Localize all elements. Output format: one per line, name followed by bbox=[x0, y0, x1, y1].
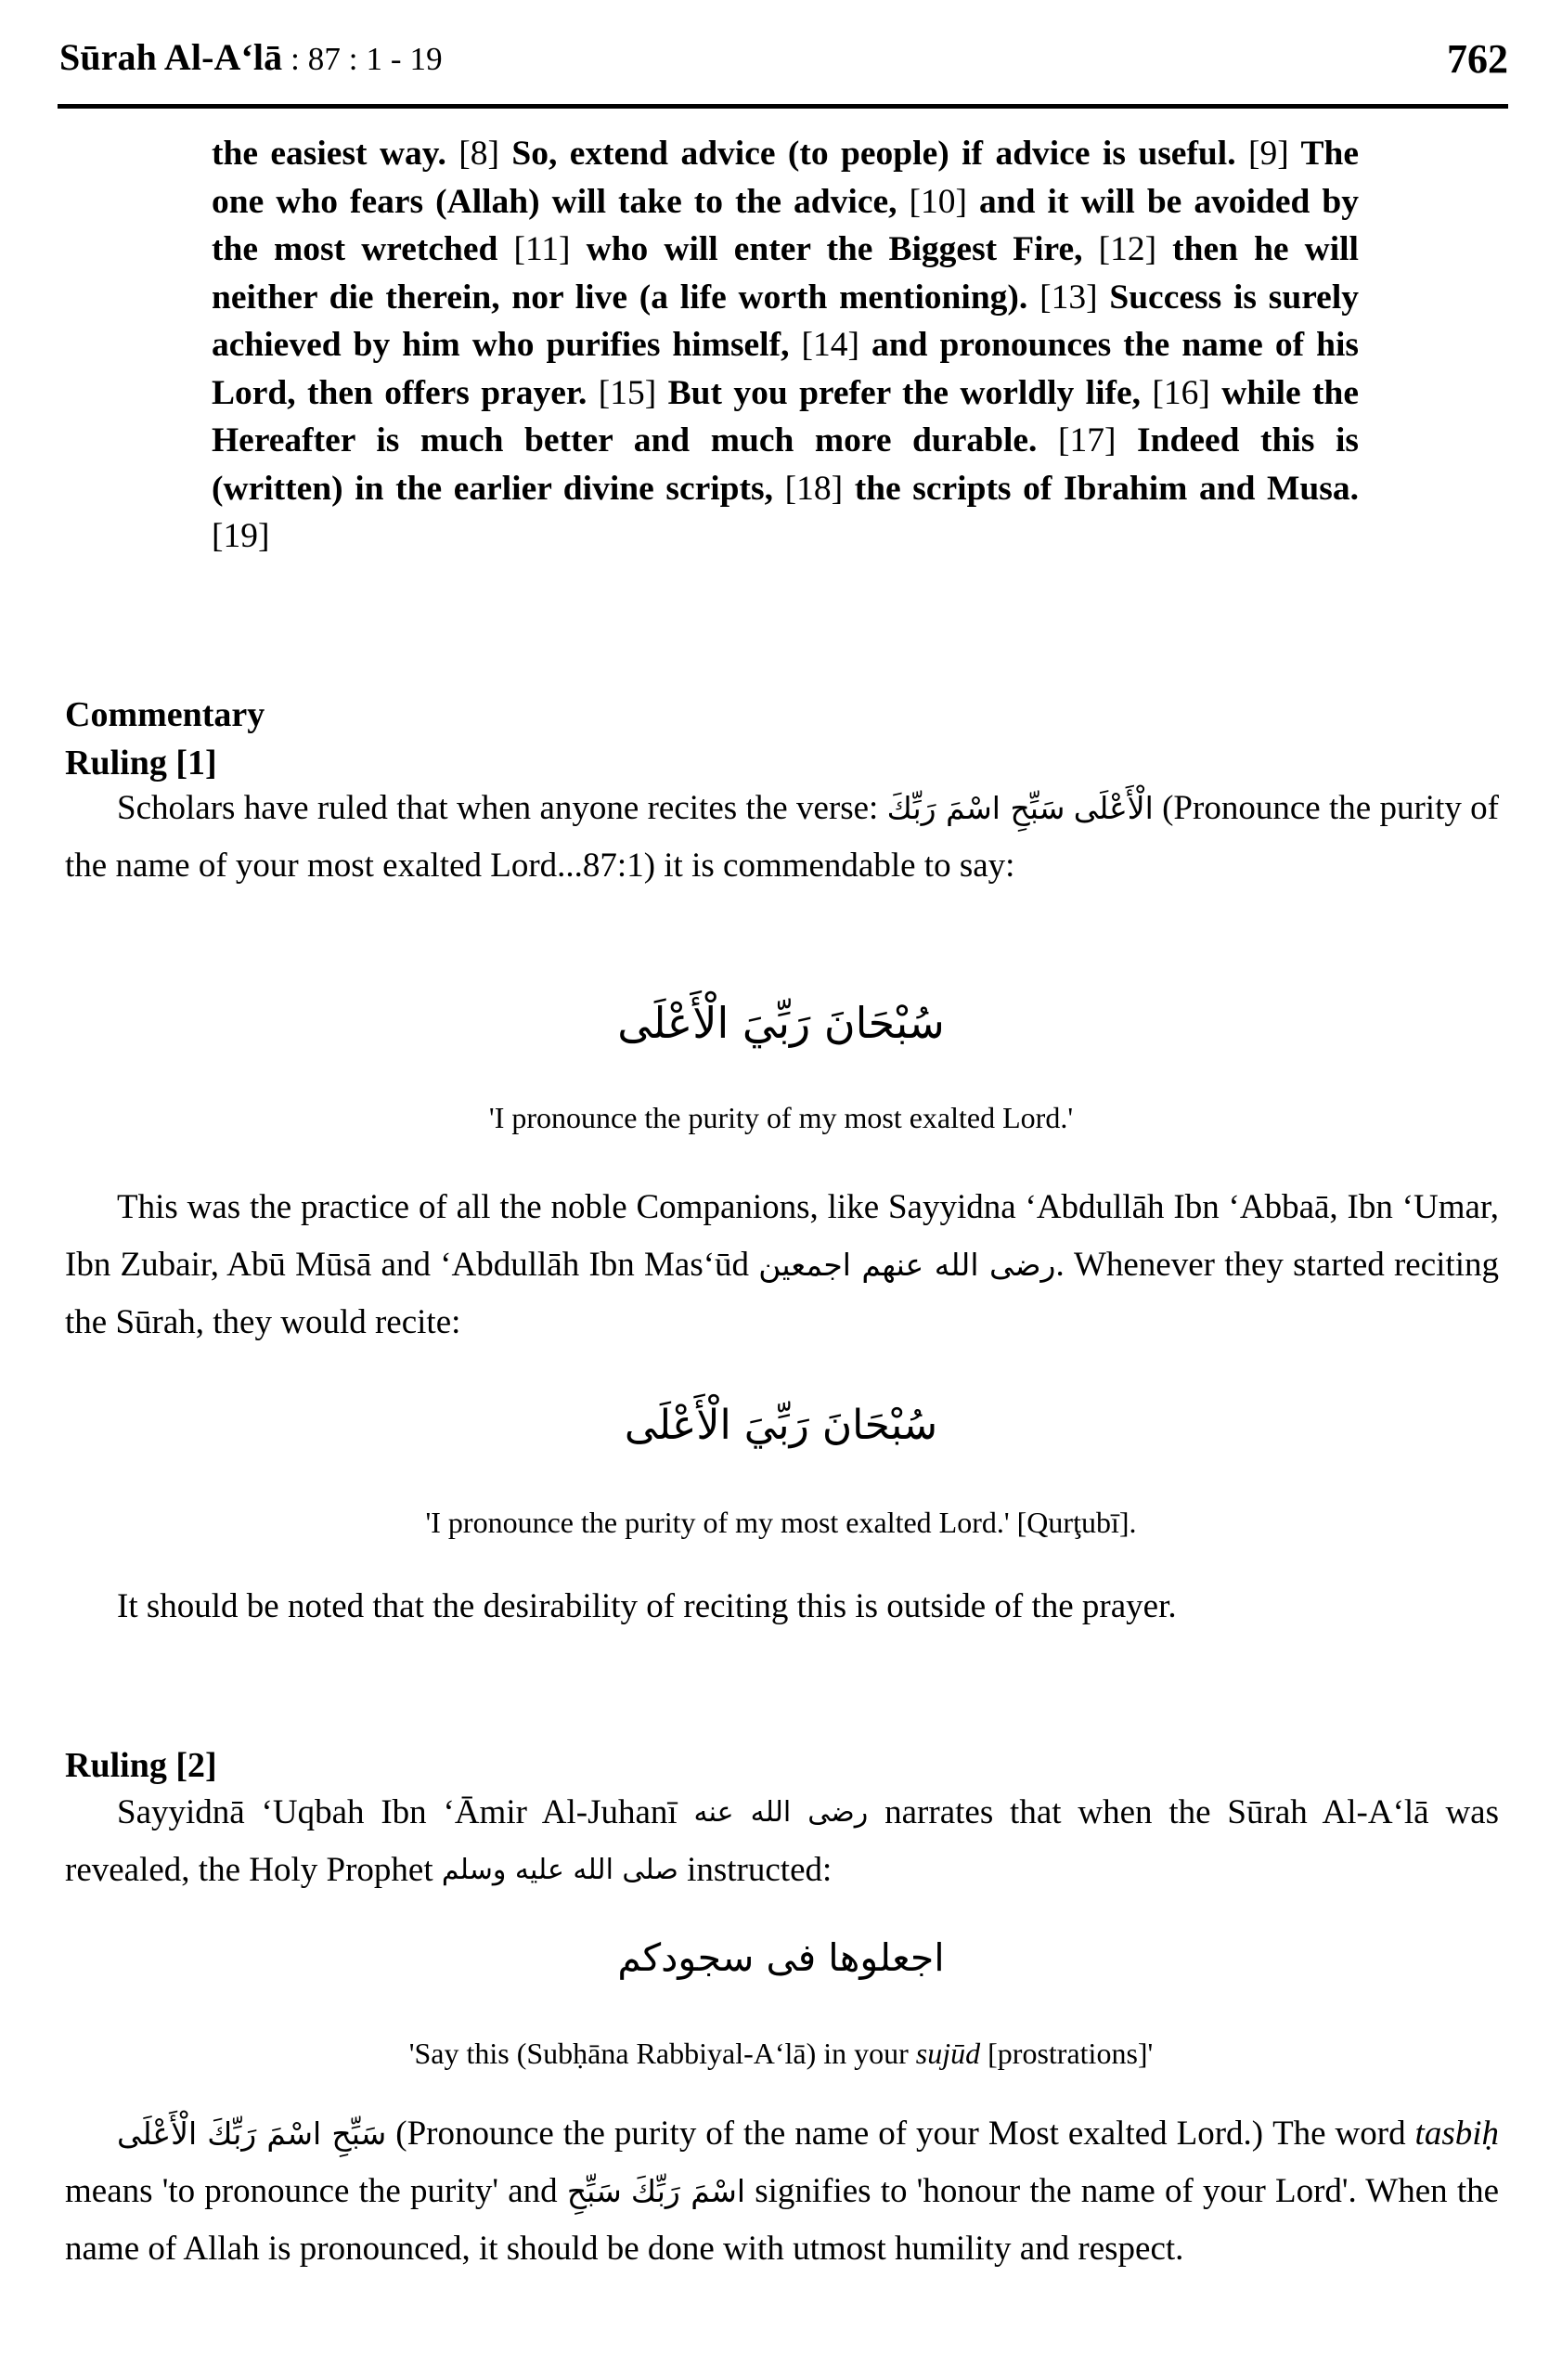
honorific-sallallahu-alayhi-wasallam-icon: صلى الله عليه وسلم bbox=[441, 1854, 678, 1886]
tasbih-text-spacer bbox=[622, 2172, 631, 2210]
translation-text: 'I pronounce the purity of my most exalted Lord.' bbox=[425, 1506, 1017, 1539]
running-header bbox=[59, 35, 1508, 97]
tasbih-text-part-2: means 'to pronounce the purity' and bbox=[65, 2172, 567, 2210]
verse-text-segment: the easiest way. bbox=[212, 135, 459, 173]
translation-hadith bbox=[0, 2035, 1562, 2072]
translation-subhana-rabbiyal-ala-2 bbox=[0, 1504, 1562, 1541]
header-surah-name: Sūrah Al-A‘lā bbox=[59, 36, 283, 78]
ayah-number: [19] bbox=[212, 517, 270, 555]
tasbih-italic-word: tasbiḥ bbox=[1414, 2115, 1500, 2153]
ayah-number: [8] bbox=[458, 135, 499, 173]
paragraph-companions bbox=[65, 1179, 1499, 1352]
verse-text-segment: So, extend advice (to people) if advice is useful. bbox=[498, 135, 1248, 173]
scholars-text-part-3: (Pronounce the purity of the name of your most exalted Lord...87:1) it is commendable to say: bbox=[65, 789, 1500, 885]
verse-text-segment: who will enter the Biggest Fire, bbox=[570, 230, 1099, 268]
arabic-quote-subhana-rabbiyal-ala-1: سُبْحَانَ رَبِّيَ الْأَعْلَى bbox=[617, 998, 945, 1048]
verse-text-segment: The one who fears (Allah) will take to the advice, bbox=[212, 135, 1359, 221]
verse-text-segment: But you prefer the worldly life, bbox=[656, 373, 1153, 412]
tasbih-text-part-1: (Pronounce the purity of the name of your Most exalted Lord.) The word bbox=[386, 2115, 1415, 2153]
ayah-number: [16] bbox=[1152, 373, 1210, 412]
arabic-sabbih-isma-rabbika: سَبِّحِ اسْمَ رَبِّكَ bbox=[886, 790, 1065, 826]
hadith-translation-part-2: [prostrations]' bbox=[980, 2037, 1154, 2070]
paragraph-noted: It should be noted that the desirability of reciting this is outside of the prayer. bbox=[117, 1587, 1177, 1625]
ayah-number: [15] bbox=[598, 373, 657, 412]
arabic-quote-subhana-rabbiyal-ala-2: سُبْحَانَ رَبِّيَ الْأَعْلَى bbox=[624, 1402, 938, 1449]
ayah-number: [9] bbox=[1248, 135, 1289, 173]
paragraph-narration bbox=[65, 1784, 1499, 1899]
translation-subhana-rabbiyal-ala-1: 'I pronounce the purity of my most exalted Lord.' bbox=[488, 1101, 1074, 1134]
narration-text-part-2: narrates that when the Sūrah Al-A‘lā was revealed, the Holy Prophet bbox=[65, 1793, 1499, 1889]
arabic-al-ala: الْأَعْلَى bbox=[1073, 790, 1154, 826]
hadith-translation-italic-sujud: sujūd bbox=[915, 2037, 981, 2070]
verse-text-segment: Success is surely achieved by him who purifies himself, bbox=[212, 278, 1359, 364]
narration-text-part-1: Sayyidnā ‘Uqbah Ibn ‘Āmir Al-Juhanī bbox=[117, 1793, 694, 1831]
verse-text-segment: Indeed this is (written) in the earlier divine scripts, bbox=[212, 421, 1359, 508]
ruling-1-heading: Ruling [1] bbox=[65, 744, 217, 783]
verse-text-segment: and pronounces the name of his Lord, then offers prayer. bbox=[212, 326, 1359, 412]
arabic-sabbih-isma-rabbikal-ala: سَبِّحِ اسْمَ رَبِّكَ الْأَعْلَى bbox=[117, 2115, 387, 2152]
honorific-radiyallahu-anhu-icon: رضى الله عنه bbox=[693, 1796, 869, 1829]
narration-text-part-3: instructed: bbox=[678, 1851, 833, 1889]
ayah-number: [13] bbox=[1039, 278, 1098, 317]
scholars-text-spacer bbox=[1065, 789, 1073, 827]
arabic-isma-rabbika: اسْمَ رَبِّكَ bbox=[630, 2173, 746, 2209]
ayah-number: [17] bbox=[1058, 421, 1117, 459]
companions-text-part-1: This was the practice of all the noble Companions, like Sayyidna ‘Abdullāh Ibn ‘Abbaā, Ibn ‘Umar, Ibn Zubair, Abū Mūsā and ‘Abdullāh Ibn Mas‘ūd bbox=[65, 1188, 1499, 1284]
ayah-number: [11] bbox=[513, 230, 571, 268]
companions-text-part-2: . Whenever they started reciting the Sūrah, they would recite: bbox=[65, 1246, 1499, 1341]
arabic-quote-ijaluha-fi-sujudikum: اجعلوها فى سجودكم bbox=[617, 1935, 945, 1980]
ayah-number: [14] bbox=[801, 326, 859, 364]
paragraph-tasbih bbox=[65, 2105, 1499, 2278]
scholars-text-part-1: Scholars have ruled that when anyone recites the verse: bbox=[117, 789, 887, 827]
header-divider-rule bbox=[58, 104, 1508, 109]
citation-qurtubi: [Qurţubī]. bbox=[1016, 1506, 1137, 1539]
arabic-sabbih: سَبِّحِ bbox=[566, 2173, 622, 2209]
ruling-2-heading: Ruling [2] bbox=[65, 1746, 217, 1785]
ayah-number: [18] bbox=[784, 469, 844, 508]
verse-text-segment: the scripts of Ibrahim and Musa. bbox=[843, 469, 1360, 508]
header-surah-title bbox=[59, 35, 443, 79]
arabic-radiyallahu-anhum-ajmain: رضى الله عنهم اجمعين bbox=[758, 1247, 1056, 1283]
tasbih-text-part-4: signifies to 'honour the name of your Lord'. When the name of Allah is pronounced, it should be done with utmost humility and respect. bbox=[65, 2172, 1500, 2268]
verse-text-segment: while the Hereafter is much better and much more durable. bbox=[212, 373, 1359, 459]
verse-text-segment: and it will be avoided by the most wretched bbox=[212, 182, 1360, 268]
verse-translation-block bbox=[212, 130, 1359, 561]
hadith-translation-part-1: 'Say this (Subḥāna Rabbiyal-A‘lā) in your bbox=[408, 2037, 916, 2070]
commentary-heading: Commentary bbox=[65, 695, 265, 734]
paragraph-scholars bbox=[65, 780, 1499, 895]
ayah-number: [10] bbox=[909, 182, 968, 221]
ayah-number: [12] bbox=[1098, 230, 1157, 268]
page-number: 762 bbox=[1447, 36, 1508, 82]
header-verse-reference: : 87 : 1 - 19 bbox=[282, 41, 443, 77]
verse-text-segment: then he will neither die therein, nor live (a life worth mentioning). bbox=[212, 230, 1359, 317]
